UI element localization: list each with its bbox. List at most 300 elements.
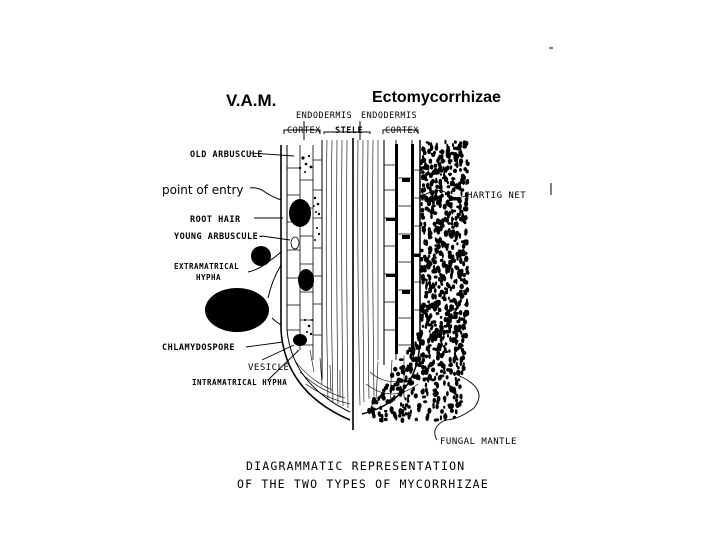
mantle-hypha-dot — [441, 241, 445, 247]
mantle-hypha-dot — [427, 323, 432, 326]
mantle-hypha-dot — [465, 301, 468, 307]
mantle-hypha-dot — [449, 173, 451, 176]
mantle-hypha-dot — [381, 392, 385, 396]
mantle-hypha-dot — [404, 397, 406, 400]
heading-ectomycorrhizae: Ectomycorrhizae — [372, 89, 501, 106]
mantle-hypha-dot — [444, 230, 448, 236]
mantle-hypha-dot — [421, 212, 424, 218]
mantle-hypha-dot — [374, 400, 378, 404]
mantle-hypha-dot — [394, 383, 398, 387]
mantle-hypha-dot — [443, 396, 447, 401]
mantle-hypha-dot — [424, 294, 428, 298]
mantle-hypha-dot — [436, 400, 439, 405]
mantle-hypha-dot — [422, 183, 425, 187]
vam-root — [281, 140, 350, 420]
mantle-hypha-dot — [457, 154, 460, 157]
mantle-hypha-dot — [428, 353, 431, 359]
mantle-hypha-dot — [439, 273, 442, 276]
mantle-hypha-dot — [454, 163, 457, 166]
mantle-hypha-dot — [449, 202, 453, 205]
mantle-hypha-dot — [438, 348, 441, 352]
mantle-hypha-dot — [461, 216, 464, 222]
mantle-hypha-dot — [456, 347, 459, 351]
mantle-hypha-dot — [425, 323, 427, 329]
mantle-hypha-dot — [445, 290, 449, 294]
mantle-hypha-dot — [429, 330, 431, 333]
mantle-hypha-dot — [425, 415, 429, 421]
mantle-hypha-dot — [451, 221, 453, 226]
mantle-hypha-dot — [437, 300, 440, 303]
mantle-hypha-dot — [433, 151, 436, 155]
label-old-arbuscule: OLD ARBUSCULE — [190, 150, 264, 160]
mantle-hypha-dot — [429, 261, 432, 266]
mantle-hypha-dot — [396, 372, 400, 376]
mantle-hypha-dot — [434, 164, 438, 168]
mantle-hypha-dot — [440, 183, 442, 186]
mantle-hypha-dot — [454, 279, 457, 282]
mantle-hypha-dot — [460, 178, 462, 184]
mantle-hypha-dot — [446, 375, 449, 379]
mantle-hypha-dot — [452, 305, 454, 311]
mantle-hypha-dot — [428, 254, 430, 258]
mantle-hypha-dot — [427, 300, 430, 303]
mantle-hypha-dot — [452, 331, 455, 334]
mantle-hypha-dot — [466, 159, 469, 165]
mantle-hypha-dot — [429, 197, 431, 201]
mantle-hypha-dot — [393, 367, 397, 372]
mantle-hypha-dot — [462, 326, 464, 331]
mantle-hypha-dot — [379, 414, 382, 417]
mantle-hypha-dot — [425, 241, 427, 244]
mantle-hypha-dot — [426, 391, 428, 397]
mantle-hypha-dot — [405, 375, 408, 380]
mantle-hypha-dot — [399, 358, 404, 361]
left-pointers — [246, 153, 299, 380]
mantle-hypha-dot — [437, 363, 440, 366]
mantle-hypha-dot — [428, 281, 431, 286]
mantle-hypha-dot — [434, 276, 438, 279]
mantle-hypha-dot — [403, 384, 407, 388]
mantle-hypha-dot — [438, 308, 442, 312]
mantle-hypha-dot — [431, 199, 435, 203]
mantle-hypha-dot — [457, 274, 459, 278]
mantle-hypha-dot — [438, 333, 442, 337]
mantle-hypha-dot — [390, 388, 393, 394]
mantle-hypha-dot — [440, 173, 442, 176]
mantle-hypha-dot — [422, 358, 425, 362]
mantle-hypha-dot — [422, 170, 424, 174]
mantle-hypha-dot — [440, 415, 442, 420]
mantle-hypha-dot — [427, 165, 429, 171]
mantle-hypha-dot — [428, 275, 431, 281]
mantle-hypha-dot — [422, 395, 426, 398]
mantle-hypha-dot — [391, 397, 394, 402]
mantle-hypha-dot — [445, 304, 447, 309]
young-arbuscule-cell — [291, 237, 299, 249]
mantle-hypha-dot — [443, 325, 447, 328]
mantle-hypha-dot — [423, 303, 426, 307]
arbuscules — [299, 155, 320, 335]
mantle-hypha-dot — [432, 205, 436, 208]
mantle-hypha-dot — [446, 243, 450, 246]
mantle-hypha-dot — [425, 172, 428, 176]
mantle-hypha-dot — [443, 330, 446, 333]
mantle-hypha-dot — [408, 347, 410, 352]
mantle-hypha-dot — [465, 169, 468, 173]
mantle-hypha-dot — [430, 336, 434, 343]
mantle-hypha-dot — [425, 291, 428, 295]
mantle-hypha-dot — [420, 318, 423, 322]
mantle-hypha-dot — [435, 178, 437, 181]
mantle-hypha-dot — [407, 394, 410, 397]
mantle-hypha-dot — [439, 294, 441, 297]
mantle-hypha-dot — [452, 316, 456, 319]
mantle-hypha-dot — [461, 370, 464, 375]
mantle-hypha-dot — [458, 249, 462, 253]
mantle-hypha-dot — [432, 331, 436, 336]
mantle-hypha-dot — [444, 177, 448, 183]
mantle-hypha-dot — [446, 247, 449, 251]
mantle-hypha-dot — [466, 179, 469, 185]
mantle-hypha-dot — [422, 147, 426, 152]
mantle-hypha-dot — [459, 310, 463, 315]
mantle-hypha-dot — [456, 320, 460, 323]
mantle-hypha-dot — [459, 168, 462, 172]
mantle-hypha-dot — [461, 190, 463, 196]
mantle-hypha-dot — [449, 165, 452, 169]
mantle-hypha-dot — [460, 296, 463, 299]
mantle-hypha-dot — [409, 377, 412, 383]
mantle-hypha-dot — [390, 406, 394, 413]
mantle-hypha-dot — [459, 394, 462, 400]
mantle-hypha-dot — [416, 374, 419, 380]
mantle-hypha-dot — [444, 350, 448, 353]
mantle-hypha-dot — [428, 227, 431, 233]
label-chlamydospore: CHLAMYDOSPORE — [162, 343, 236, 353]
mantle-hypha-dot — [425, 206, 429, 210]
mantle-hypha-dot — [443, 371, 446, 375]
mantle-hypha-dot — [434, 382, 439, 386]
mantle-hypha-dot — [439, 150, 442, 153]
mantle-hypha-dot — [437, 156, 441, 159]
mantle-hypha-dot — [432, 359, 435, 364]
mantle-hypha-dot — [465, 215, 467, 220]
mantle-hypha-dot — [385, 413, 388, 418]
mantle-hypha-dot — [460, 345, 462, 350]
mantle-hypha-dot — [411, 351, 414, 355]
mantle-hypha-dot — [461, 334, 464, 338]
mantle-hypha-dot — [420, 249, 424, 253]
mantle-hypha-dot — [371, 407, 375, 410]
mantle-hypha-dot — [448, 364, 450, 367]
mantle-hypha-dot — [461, 269, 464, 274]
mantle-hypha-dot — [453, 311, 456, 315]
mantle-hypha-dot — [455, 398, 458, 403]
mantle-hypha-dot — [390, 373, 394, 378]
mantle-hypha-dot — [454, 140, 457, 143]
mantle-hypha-dot — [462, 253, 465, 257]
mantle-hypha-dot — [466, 272, 470, 275]
mantle-hypha-dot — [444, 140, 446, 145]
mantle-hypha-dot — [427, 200, 431, 206]
mantle-hypha-dot — [463, 362, 465, 366]
mantle-hypha-dot — [446, 368, 450, 372]
mantle-hypha-dot — [435, 237, 437, 242]
mantle-hypha-dot — [436, 372, 438, 375]
mantle-hypha-dot — [460, 361, 462, 367]
mantle-hypha-dot — [459, 290, 463, 293]
mantle-hypha-dot — [452, 284, 455, 289]
mantle-hypha-dot — [432, 403, 434, 407]
mantle-hypha-dot — [446, 319, 449, 323]
mantle-hypha-dot — [417, 346, 422, 350]
mantle-hypha-dot — [460, 188, 464, 191]
mantle-hypha-dot — [435, 257, 437, 260]
mantle-hypha-dot — [452, 254, 455, 260]
mantle-hypha-dot — [415, 418, 418, 421]
mantle-hypha-dot — [421, 208, 425, 213]
mantle-hypha-dot — [436, 355, 440, 361]
mantle-hypha-dot — [444, 217, 448, 222]
mantle-hypha-dot — [384, 386, 388, 390]
mantle-hypha-dot — [457, 330, 461, 333]
mantle-hypha-dot — [460, 273, 463, 276]
mantle-hypha-dot — [417, 338, 421, 342]
chlamydospore — [205, 288, 269, 332]
mantle-hypha-dot — [447, 334, 449, 338]
mantle-hypha-dot — [457, 324, 461, 330]
mantle-hypha-dot — [454, 157, 458, 162]
mantle-hypha-dot — [384, 418, 388, 421]
mantle-hypha-dot — [418, 362, 422, 367]
mantle-hypha-dot — [379, 406, 382, 410]
mantle-hypha-dot — [457, 366, 460, 369]
mantle-hypha-dot — [423, 400, 427, 403]
mantle-hypha-dot — [424, 372, 428, 375]
mantle-hypha-dot — [454, 325, 458, 330]
mantle-hypha-dot — [431, 378, 436, 381]
mantle-hypha-dot — [447, 382, 450, 387]
label-hartig-net: HARTIG NET — [467, 191, 527, 201]
mantle-hypha-dot — [428, 142, 430, 146]
mantle-hypha-dot — [466, 266, 469, 270]
mantle-hypha-dot — [430, 181, 434, 187]
mantle-hypha-dot — [422, 158, 426, 164]
mantle-hypha-dot — [405, 412, 408, 415]
label-endodermis-right: ENDODERMIS — [361, 111, 418, 121]
label-endodermis-left: ENDODERMIS — [296, 111, 353, 121]
mantle-hypha-dot — [464, 280, 468, 285]
mantle-hypha-dot — [371, 410, 375, 415]
mantle-hypha-dot — [450, 286, 452, 292]
mantle-hypha-dot — [431, 325, 433, 328]
mantle-hypha-dot — [455, 377, 457, 381]
label-stele: STELE — [335, 126, 364, 136]
mantle-hypha-dot — [453, 147, 458, 150]
mantle-hypha-dot — [435, 391, 439, 395]
heading-vam: V.A.M. — [226, 91, 277, 110]
mantle-hypha-dot — [435, 248, 438, 255]
mantle-hypha-dot — [442, 252, 444, 258]
mantle-hypha-dot — [462, 366, 466, 371]
mantle-hypha-dot — [429, 303, 433, 307]
label-vesicle: VESICLE — [248, 363, 290, 373]
mantle-hypha-dot — [463, 240, 467, 245]
mantle-hypha-dot — [452, 180, 455, 185]
mantle-hypha-dot — [407, 366, 410, 371]
mantle-hypha-dot — [400, 402, 402, 406]
mantle-hypha-dot — [440, 369, 443, 373]
fungal-mantle — [367, 140, 470, 423]
mantle-hypha-dot — [425, 383, 427, 388]
mantle-hypha-dot — [441, 364, 445, 368]
mantle-hypha-dot — [430, 164, 434, 169]
mantle-hypha-dot — [448, 404, 452, 409]
mantle-hypha-dot — [441, 275, 445, 279]
mantle-hypha-dot — [401, 418, 405, 424]
mantle-hypha-dot — [431, 368, 435, 373]
mantle-hypha-dot — [422, 388, 425, 392]
mantle-hypha-dot — [450, 273, 453, 276]
mantle-hypha-dot — [462, 261, 465, 266]
mantle-hypha-dot — [397, 378, 402, 383]
mantle-hypha-dot — [448, 263, 452, 269]
mantle-hypha-dot — [463, 207, 467, 212]
mantle-hypha-dot — [446, 391, 449, 396]
mantle-hypha-dot — [421, 202, 423, 206]
mantle-hypha-dot — [403, 370, 405, 376]
mantle-hypha-dot — [439, 202, 442, 208]
mantle-hypha-dot — [421, 188, 424, 194]
mantle-hypha-dot — [448, 319, 451, 324]
mantle-hypha-dot — [434, 270, 438, 273]
mantle-hypha-dot — [396, 387, 400, 391]
mantle-hypha-dot — [451, 232, 455, 237]
mantle-hypha-dot — [455, 332, 458, 339]
mantle-hypha-dot — [429, 159, 433, 164]
mantle-hypha-dot — [377, 396, 380, 401]
mantle-hypha-dot — [399, 390, 403, 397]
label-root-hair: ROOT HAIR — [190, 215, 241, 225]
mantle-hypha-dot — [449, 336, 451, 342]
mantle-hypha-dot — [368, 409, 371, 414]
mantle-hypha-dot — [410, 409, 412, 414]
mantle-hypha-dot — [455, 409, 458, 414]
mantle-hypha-dot — [459, 233, 461, 239]
mantle-hypha-dot — [431, 285, 435, 289]
mantle-hypha-dot — [443, 406, 445, 409]
mantle-hypha-dot — [456, 206, 460, 209]
mantle-hypha-dot — [449, 357, 452, 363]
mantle-hypha-dot — [426, 305, 429, 309]
mantle-hypha-dot — [458, 402, 462, 407]
mantle-hypha-dot — [431, 293, 435, 299]
mantle-hypha-dot — [436, 312, 440, 315]
mantle-hypha-dot — [448, 162, 451, 165]
mantle-hypha-dot — [395, 415, 397, 421]
label-cortex-left: CORTEX — [287, 126, 321, 136]
mantle-hypha-dot — [440, 224, 444, 228]
mantle-hypha-dot — [437, 226, 441, 232]
mantle-hypha-dot — [407, 397, 409, 400]
mantle-hypha-dot — [443, 345, 445, 348]
mantle-hypha-dot — [438, 187, 441, 190]
mantle-hypha-dot — [456, 255, 459, 261]
label-cortex-right: CORTEX — [385, 126, 419, 136]
mantle-hypha-dot — [460, 153, 464, 158]
mantle-hypha-dot — [447, 185, 451, 188]
mantle-hypha-dot — [460, 284, 464, 289]
mantle-hypha-dot — [415, 357, 418, 363]
mantle-hypha-dot — [385, 399, 389, 404]
mantle-hypha-dot — [453, 395, 456, 399]
mantle-hypha-dot — [447, 155, 450, 158]
mantle-hypha-dot — [433, 211, 438, 215]
mantle-hypha-dot — [440, 316, 443, 319]
mantle-hypha-dot — [453, 357, 456, 362]
mantle-hypha-dot — [435, 404, 438, 409]
label-fungal-mantle: FUNGAL MANTLE — [440, 437, 517, 447]
mantle-hypha-dot — [448, 297, 450, 300]
mantle-hypha-dot — [446, 282, 449, 287]
mantle-hypha-dot — [428, 235, 431, 239]
mantle-hypha-dot — [421, 174, 424, 180]
mantle-hypha-dot — [452, 187, 456, 192]
mantle-hypha-dot — [441, 296, 446, 299]
mantle-hypha-dot — [425, 284, 427, 290]
mantle-hypha-dot — [411, 389, 414, 395]
mantle-hypha-dot — [448, 312, 450, 318]
label-intramatrical-hypha: INTRAMATRICAL HYPHA — [192, 378, 288, 387]
mantle-hypha-dot — [422, 325, 424, 328]
mantle-hypha-dot — [414, 393, 418, 398]
mantle-hypha-dot — [452, 143, 454, 147]
mantle-hypha-dot — [442, 166, 444, 170]
mantle-hypha-dot — [431, 321, 435, 324]
mantle-hypha-dot — [453, 210, 456, 213]
mantle-hypha-dot — [427, 187, 431, 190]
mantle-hypha-dot — [433, 389, 435, 392]
mantle-hypha-dot — [451, 245, 454, 250]
mantle-hypha-dot — [434, 419, 438, 422]
mantle-hypha-dot — [459, 258, 462, 264]
mantle-hypha-dot — [434, 324, 437, 327]
mantle-hypha-dot — [399, 366, 402, 370]
mantle-hypha-dot — [436, 218, 440, 224]
mantle-hypha-dot — [430, 144, 433, 151]
mantle-hypha-dot — [420, 257, 423, 262]
mantle-hypha-dot — [422, 311, 426, 315]
mantle-hypha-dot — [455, 339, 458, 346]
mantle-hypha-dot — [423, 255, 426, 259]
mantle-hypha-dot — [448, 253, 452, 259]
vesicles — [289, 199, 314, 346]
mantle-hypha-dot — [457, 213, 461, 217]
mantle-hypha-dot — [454, 308, 457, 311]
mantle-hypha-dot — [446, 165, 449, 170]
mantle-hypha-dot — [449, 324, 453, 328]
mantle-hypha-dot — [440, 409, 444, 414]
mantle-hypha-dot — [432, 170, 436, 175]
mantle-hypha-dot — [432, 257, 436, 263]
mantle-hypha-dot — [454, 222, 458, 227]
mantle-hypha-dot — [410, 369, 412, 374]
mantle-hypha-dot — [466, 287, 470, 292]
mantle-hypha-dot — [444, 210, 448, 216]
mantle-hypha-dot — [382, 398, 384, 401]
mantle-hypha-dot — [448, 349, 450, 352]
mantle-hypha-dot — [439, 375, 443, 378]
